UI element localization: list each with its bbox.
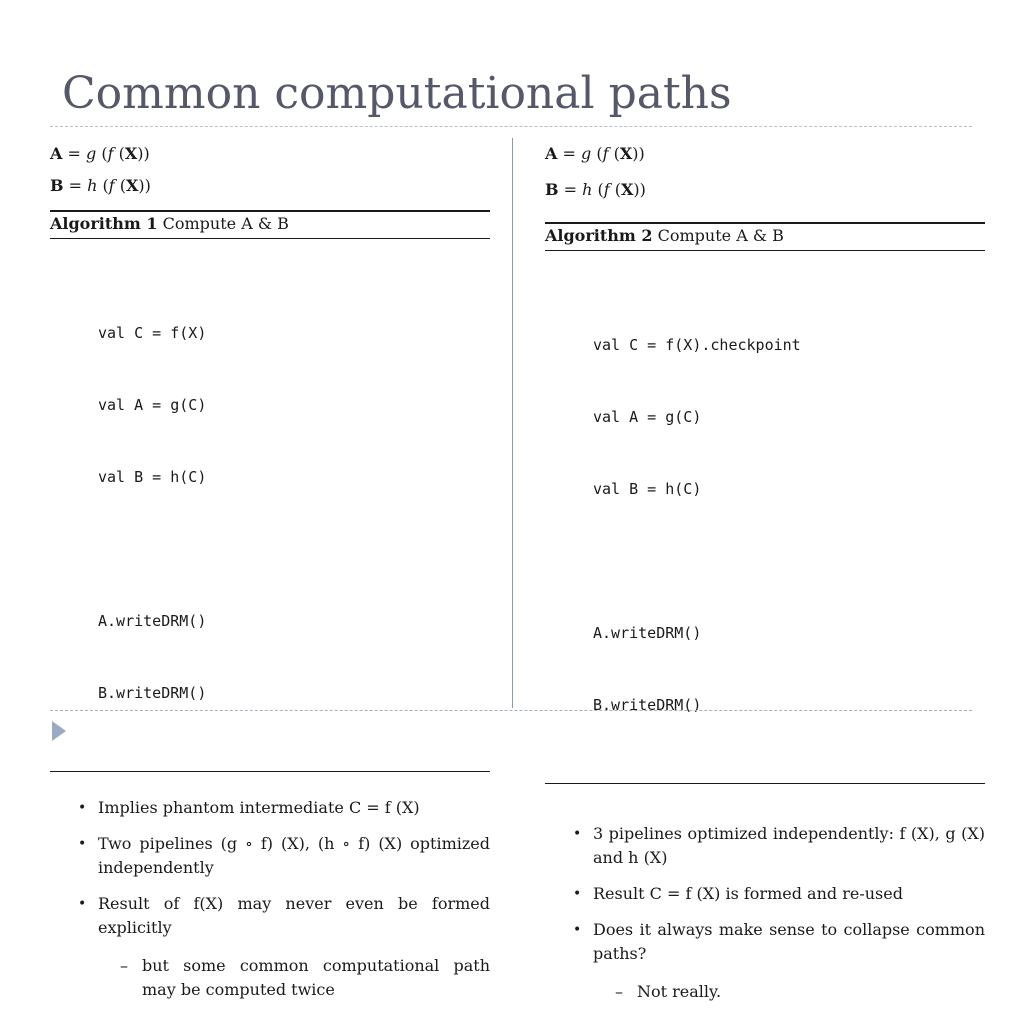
left-sub-list — [98, 954, 490, 1002]
eq-b-x: X — [126, 176, 139, 195]
right-column — [545, 144, 985, 1016]
algorithm-1-name: Compute A & B — [162, 214, 289, 233]
sub-bullet-text: Not really. — [637, 982, 722, 1001]
bullet-icon: • — [78, 800, 87, 816]
left-column — [50, 144, 490, 1014]
list-item — [545, 822, 985, 870]
code-line: A.writeDRM() — [593, 624, 702, 642]
eq-b-f: f — [603, 180, 610, 199]
algorithm-2-box — [545, 222, 985, 784]
play-triangle-icon[interactable] — [52, 721, 66, 741]
bullet-icon: • — [573, 886, 582, 902]
sub-list-item — [98, 954, 490, 1002]
bullet-text: Result of f(X) may never even be formed explicitly — [98, 894, 490, 937]
eq-a-x: X — [124, 144, 138, 163]
right-bullet-list — [545, 822, 985, 1004]
algorithm-2-name: Compute A & B — [657, 226, 784, 245]
algorithm-2-code — [545, 251, 985, 783]
code-line: val C = f(X) — [98, 324, 207, 342]
eq-a-x: X — [619, 144, 633, 163]
dash-icon: – — [120, 956, 128, 975]
bullet-text: Result C = f (X) is formed and re-used — [593, 884, 903, 903]
bullet-icon: • — [573, 826, 582, 842]
algorithm-2-label: Algorithm 2 — [545, 226, 653, 245]
list-item — [545, 918, 985, 1004]
code-line — [593, 549, 985, 573]
eq-b-x: X — [621, 180, 634, 199]
sub-bullet-text: but some common computational path may be computed twice — [142, 956, 490, 999]
eq-b-op: = — [558, 180, 583, 199]
eq-b-lhs: B — [545, 180, 559, 199]
equation-b: B = h (f (X)) — [50, 176, 151, 195]
slide-title: Common computational paths — [62, 68, 732, 119]
code-line: val A = g(C) — [593, 408, 702, 426]
left-bullet-list — [50, 796, 490, 1002]
algorithm-1-box — [50, 210, 490, 772]
list-item — [50, 796, 490, 820]
code-line — [98, 537, 490, 561]
eq-a-op: = — [62, 144, 86, 163]
bullet-icon: • — [78, 836, 87, 852]
bullet-text: 3 pipelines optimized independently: f (X), g (X) and h (X) — [593, 824, 985, 867]
code-line: B.writeDRM() — [593, 696, 702, 714]
dash-icon: – — [615, 982, 623, 1001]
bullet-icon: • — [573, 922, 582, 938]
sub-list-item — [593, 980, 985, 1004]
code-line: val A = g(C) — [98, 396, 207, 414]
algorithm-1-code — [50, 239, 490, 771]
equation-a: A = g (f (X)) — [545, 144, 645, 163]
eq-b-h: h — [582, 180, 593, 199]
equation-a: A = g (f (X)) — [50, 144, 150, 163]
list-item — [50, 832, 490, 880]
eq-b-lhs: B — [50, 176, 64, 195]
bullet-text: Implies phantom intermediate C = f (X) — [98, 798, 420, 817]
bullet-icon: • — [78, 896, 87, 912]
eq-a-g: g — [581, 144, 592, 163]
footer-divider — [50, 710, 972, 711]
eq-a-f: f — [602, 144, 609, 163]
code-line: val B = h(C) — [593, 480, 702, 498]
eq-a-lhs: A — [50, 144, 63, 163]
eq-a-g: g — [86, 144, 97, 163]
eq-b-f: f — [108, 176, 115, 195]
list-item — [545, 882, 985, 906]
title-divider — [50, 126, 972, 127]
equation-b: B = h (f (X)) — [545, 180, 646, 199]
code-line: B.writeDRM() — [98, 684, 207, 702]
eq-a-f: f — [107, 144, 114, 163]
eq-b-op: = — [63, 176, 88, 195]
list-item — [50, 892, 490, 1002]
bullet-text: Two pipelines (g ∘ f) (X), (h ∘ f) (X) optimized independently — [98, 834, 490, 877]
eq-a-op: = — [557, 144, 581, 163]
algorithm-1-header — [50, 212, 490, 239]
code-line: A.writeDRM() — [98, 612, 207, 630]
algorithm-2-header — [545, 224, 985, 251]
right-sub-list — [593, 980, 985, 1004]
bullet-text: Does it always make sense to collapse common paths? — [593, 920, 985, 963]
code-line: val C = f(X).checkpoint — [593, 336, 801, 354]
eq-b-h: h — [87, 176, 98, 195]
algorithm-1-label: Algorithm 1 — [50, 214, 158, 233]
eq-a-lhs: A — [545, 144, 558, 163]
code-line: val B = h(C) — [98, 468, 207, 486]
column-divider — [512, 138, 513, 708]
